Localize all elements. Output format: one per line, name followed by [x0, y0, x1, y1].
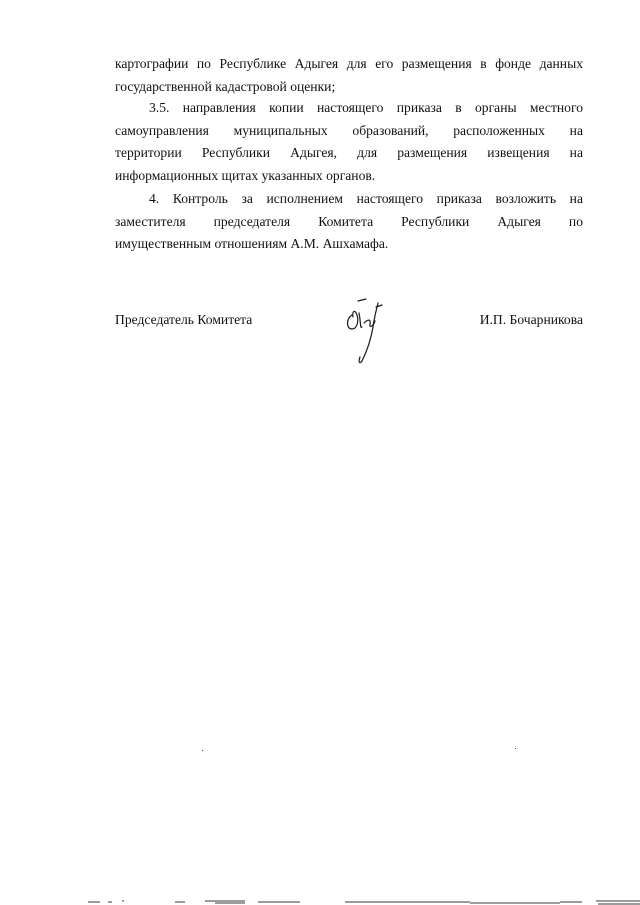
paragraph-continuation — [115, 53, 583, 98]
text-line: государственной кадастровой оценки; — [115, 78, 336, 94]
scan-artifacts — [0, 740, 640, 905]
text-line: информационных щитах указанных органов. — [115, 167, 376, 183]
handwritten-signature — [340, 297, 398, 369]
text-line: заместителя председателя Комитета Республики Адыгея по — [115, 213, 583, 229]
text-line: самоуправления муниципальных образований, расположенных на — [115, 122, 583, 138]
text-line: картографии по Республике Адыгея для его размещения в фонде данных — [115, 56, 583, 71]
signatory-title: Председатель Комитета — [115, 312, 253, 327]
text-line: 4. Контроль за исполнением настоящего приказа возложить на — [149, 191, 583, 206]
paragraph-item-4 — [115, 188, 583, 256]
signatory-name: И.П. Бочарникова — [479, 312, 583, 327]
text-line: 3.5. направления копии настоящего приказа в органы местного — [149, 100, 583, 115]
signature-block — [115, 309, 583, 389]
text-line: имущественным отношениям А.М. Ашхамафа. — [115, 236, 389, 251]
text-line: территории Республики Адыгея, для размещения извещения на — [115, 145, 583, 160]
paragraph-item-3-5 — [115, 97, 583, 187]
